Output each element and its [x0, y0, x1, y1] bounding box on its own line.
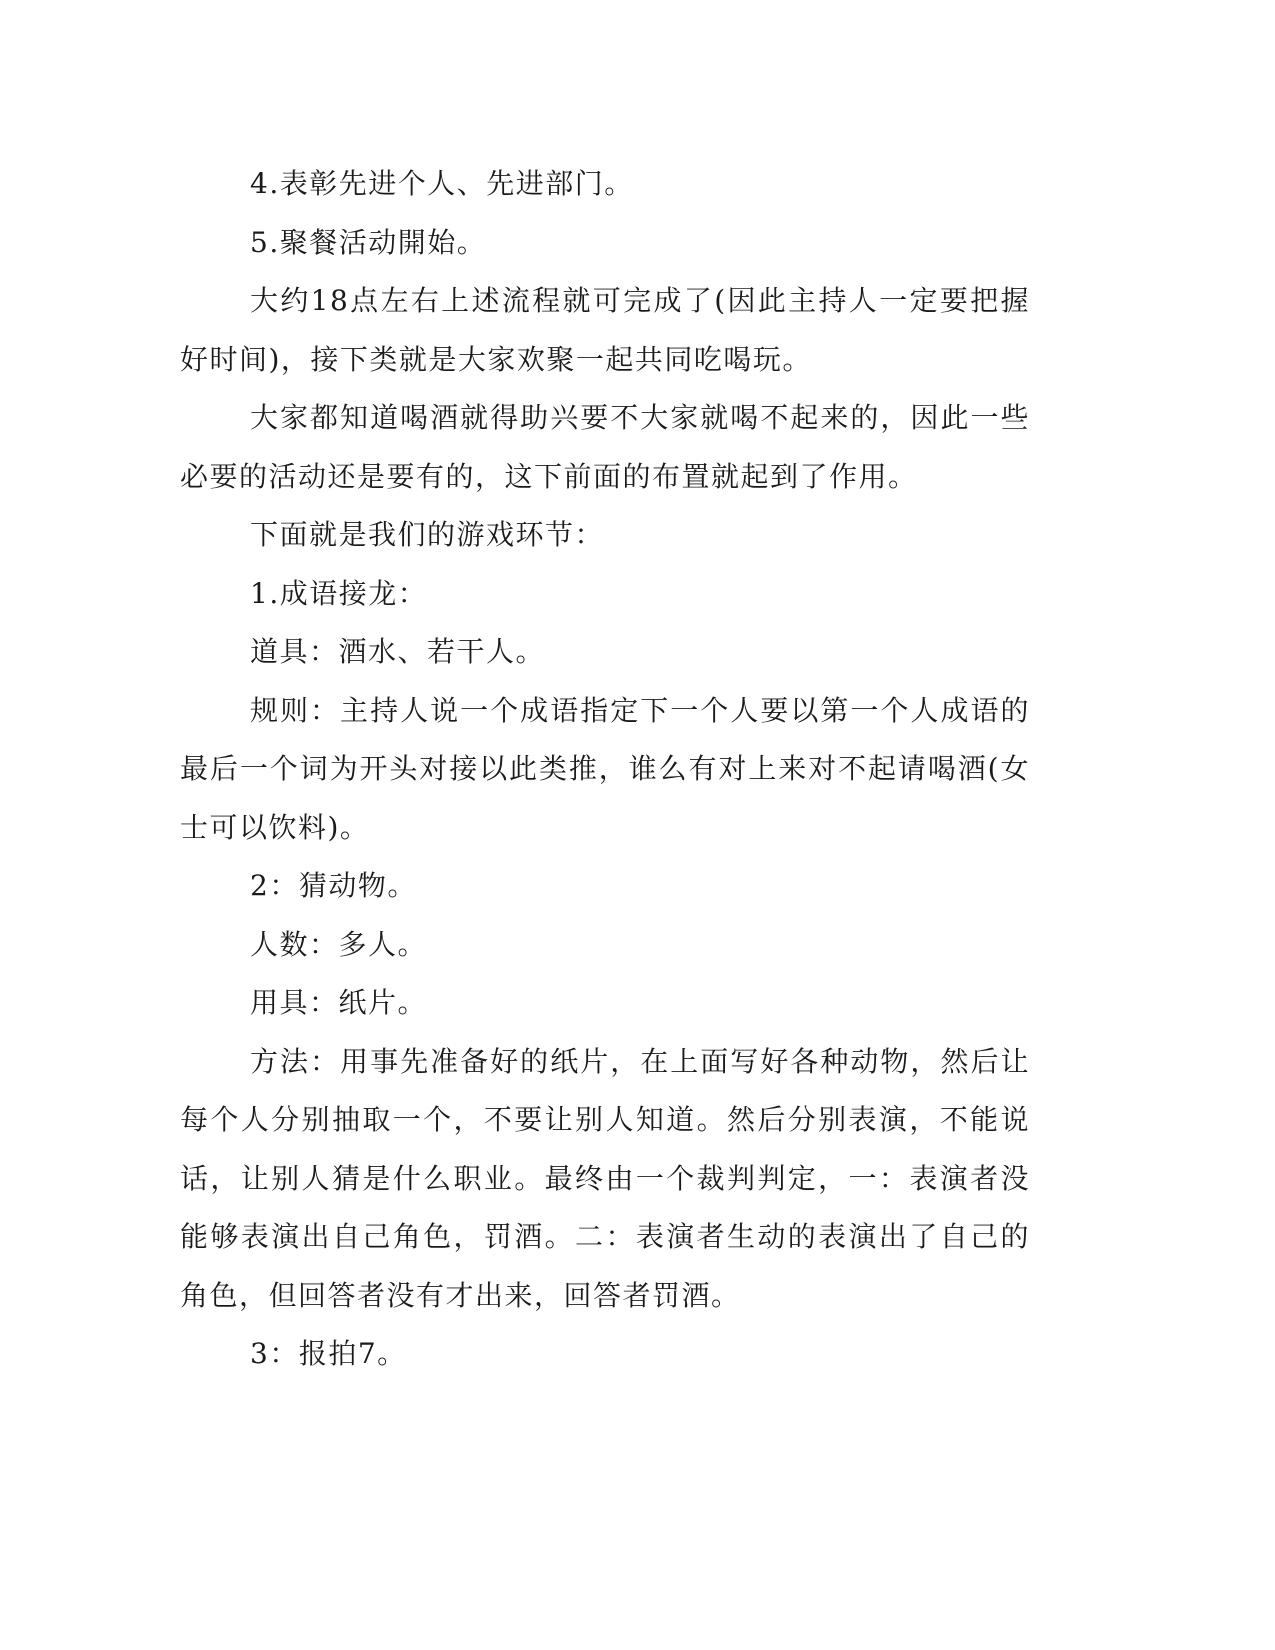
paragraph-games-intro: 下面就是我们的游戏环节：	[250, 518, 605, 551]
paragraph-game-1-title: 1.成语接龙：	[250, 576, 428, 610]
document-page	[180, 155, 1030, 1384]
paragraph-game-1-rules: 规则：主持人说一个成语指定下一个人要以第一个人成语的最后一个词为开头对接以此类推，谁么有对上来对不起请喝酒(女士可以饮料)。	[180, 693, 1030, 844]
paragraph-timing: 大约18点左右上述流程就可完成了(因此主持人一定要把握好时间)，接下类就是大家欢聚一起共同吃喝玩。	[180, 284, 1030, 376]
paragraph-award: 4.表彰先进个人、先进部门。	[250, 167, 634, 200]
paragraph-dinner-start: 5.聚餐活动開始。	[250, 225, 487, 259]
paragraph-game-2-method: 方法：用事先准备好的纸片，在上面写好各种动物，然后让每个人分别抽取一个，不要让别人知道。然后分别表演，不能说话，让别人猜是什么职业。最终由一个裁判判定，一：表演者没能够表演出自己角色，罚酒。二：表演者生动的表演出了自己的角色，但回答者没有才出来，回答者罚酒。	[180, 1044, 1030, 1312]
paragraph-game-2-tools: 用具：纸片。	[250, 986, 428, 1019]
paragraph-game-1-props: 道具：酒水、若干人。	[250, 635, 546, 668]
paragraph-game-2-players: 人数：多人。	[250, 927, 428, 961]
paragraph-game-2-title: 2：猜动物。	[250, 869, 417, 902]
paragraph-game-3-title: 3：报拍7。	[250, 1337, 407, 1370]
paragraph-drinking: 大家都知道喝酒就得助兴要不大家就喝不起来的，因此一些必要的活动还是要有的，这下前面的布置就起到了作用。	[180, 401, 1030, 493]
